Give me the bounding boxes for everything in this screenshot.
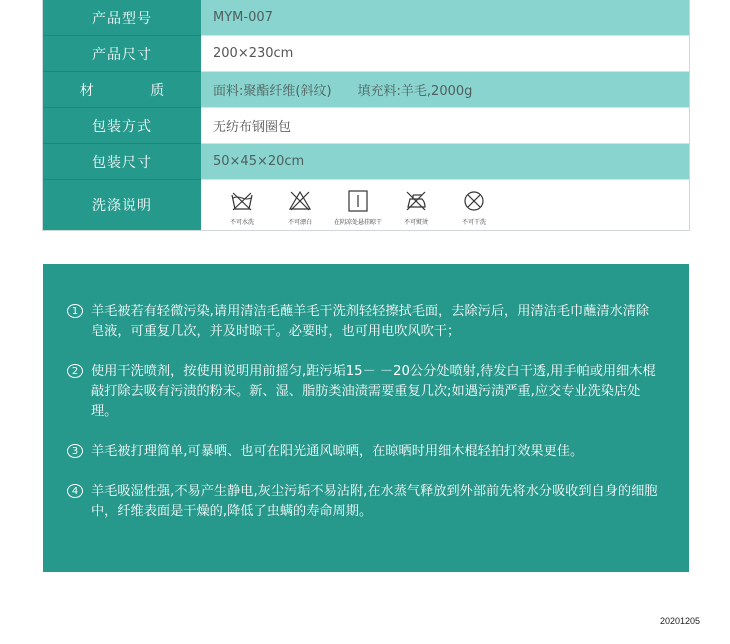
spec-table <box>42 0 690 231</box>
spec-value: 无纺布钢圈包 <box>201 108 689 144</box>
spec-label: 产品尺寸 <box>43 36 201 72</box>
shade-hang-dry-icon <box>346 189 370 213</box>
care-icons <box>201 180 689 230</box>
spec-row-packing <box>43 108 689 144</box>
note-item <box>67 302 659 342</box>
spec-row-pack-size <box>43 144 689 180</box>
care-caption: 不可干洗 <box>461 218 486 226</box>
spec-value <box>201 72 689 108</box>
spec-label: 包装方式 <box>43 108 201 144</box>
spec-label: 洗涤说明 <box>43 180 201 230</box>
note-text: 羊毛被打理简单,可暴晒、也可在阳光通风晾晒，在晾晒时用细木棍轻拍打效果更佳。 <box>91 444 584 459</box>
care-caption: 不可漂白 <box>287 218 312 226</box>
care-item <box>271 189 329 226</box>
care-caption: 不可熨烫 <box>403 218 428 226</box>
spec-row-model <box>43 0 689 36</box>
care-item <box>213 189 271 226</box>
care-item <box>445 189 503 226</box>
no-dry-clean-icon <box>462 189 486 213</box>
spec-value: 50×45×20cm <box>201 144 689 180</box>
care-caption: 在阴凉处悬挂晾干 <box>333 218 382 226</box>
note-text: 使用干洗喷剂，按使用说明用前摇匀,距污垢15－ －20公分处喷射,待发白干透,用手帕或用细木棍敲打除去吸有污渍的粉末。新、湿、脂肪类油渍需要重复几次;如遇污渍严重,应交专业洗染店处理。 <box>91 364 656 419</box>
note-number: 1 <box>67 304 83 318</box>
spec-value: 200×230cm <box>201 36 689 72</box>
spec-label: 包装尺寸 <box>43 144 201 180</box>
care-item <box>329 189 387 226</box>
note-text: 羊毛吸湿性强,不易产生静电,灰尘污垢不易沾附,在水蒸气释放到外部前先将水分吸收到自身的细胞中，纤维表面是干燥的,降低了虫螨的寿命周期。 <box>91 484 658 519</box>
note-item <box>67 442 659 462</box>
fabric-text: 面料:聚酯纤维(斜纹) <box>213 84 332 99</box>
note-item <box>67 482 659 522</box>
note-item <box>67 362 659 422</box>
spec-row-material <box>43 72 689 108</box>
filling-text: 填充料:羊毛,2000g <box>357 84 473 99</box>
date-stamp: 20201205 <box>659 616 700 626</box>
note-number: 3 <box>67 444 83 458</box>
no-iron-icon <box>404 189 428 213</box>
care-item <box>387 189 445 226</box>
spec-row-wash <box>43 180 689 230</box>
no-hand-wash-icon <box>230 189 254 213</box>
note-number: 4 <box>67 484 83 498</box>
spec-value: MYM-007 <box>201 0 689 36</box>
no-bleach-icon <box>288 189 312 213</box>
care-notes-panel <box>43 264 689 572</box>
note-text: 羊毛被若有轻微污染,请用清洁毛蘸羊毛干洗剂轻轻擦拭毛面，去除污后，用清洁毛巾蘸清水清除皂液，可重复几次，并及时晾干。必要时，也可用电吹风吹干； <box>91 304 650 339</box>
note-number: 2 <box>67 364 83 378</box>
spec-label: 材 质 <box>43 72 201 108</box>
care-caption: 不可水洗 <box>229 218 254 226</box>
spec-label: 产品型号 <box>43 0 201 36</box>
spec-row-size <box>43 36 689 72</box>
